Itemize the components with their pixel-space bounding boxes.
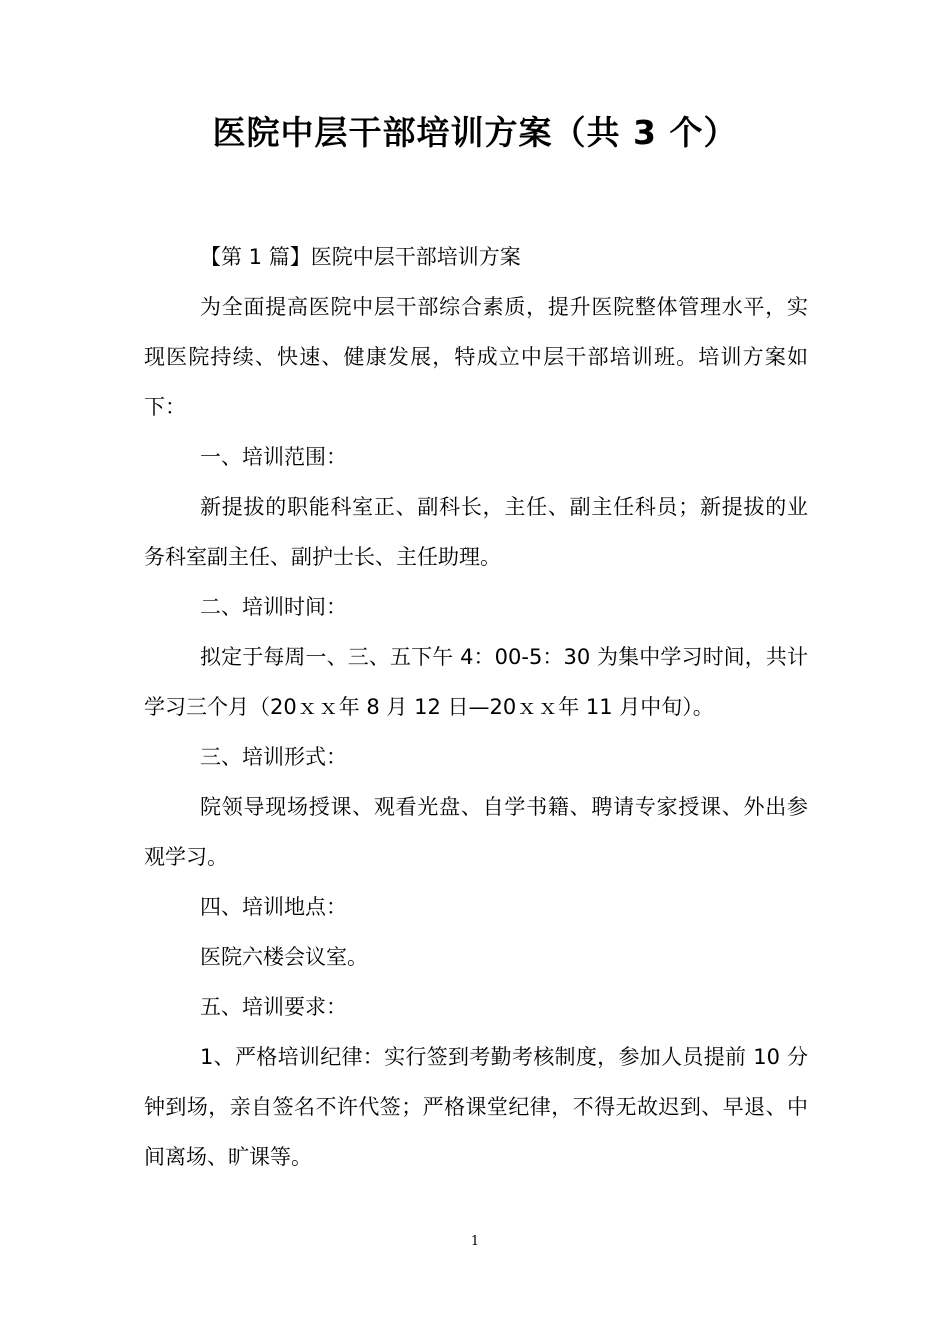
- section-heading: 【第 1 篇】医院中层干部培训方案: [200, 245, 521, 269]
- paragraph-training-form: 院领导现场授课、观看光盘、自学书籍、聘请专家授课、外出参观学习。: [144, 795, 808, 869]
- document-title: 医院中层干部培训方案（共 3 个）: [212, 113, 738, 152]
- paragraph-intro: 为全面提高医院中层干部综合素质，提升医院整体管理水平，实现医院持续、快速、健康发展，特成立中层干部培训班。培训方案如下：: [144, 295, 808, 419]
- heading-training-scope: 一、培训范围：: [200, 445, 347, 469]
- document-body: [144, 232, 808, 1182]
- heading-training-location: 四、培训地点：: [200, 895, 347, 919]
- heading-training-form: 三、培训形式：: [200, 745, 347, 769]
- paragraph-training-time: 拟定于每周一、三、五下午 4：00-5：30 为集中学习时间，共计学习三个月（20ｘｘ年 8 月 12 日—20ｘｘ年 11 月中旬）。: [144, 645, 808, 719]
- heading-training-time: 二、培训时间：: [200, 595, 347, 619]
- paragraph-training-discipline: 1、严格培训纪律：实行签到考勤考核制度，参加人员提前 10 分钟到场，亲自签名不许代签；严格课堂纪律，不得无故迟到、早退、中间离场、旷课等。: [144, 1045, 808, 1169]
- paragraph-training-scope: 新提拔的职能科室正、副科长，主任、副主任科员；新提拔的业务科室副主任、副护士长、主任助理。: [144, 495, 808, 569]
- paragraph-training-location: 医院六楼会议室。: [200, 945, 368, 969]
- page-number: 1: [470, 1234, 480, 1249]
- heading-training-requirements: 五、培训要求：: [200, 995, 347, 1019]
